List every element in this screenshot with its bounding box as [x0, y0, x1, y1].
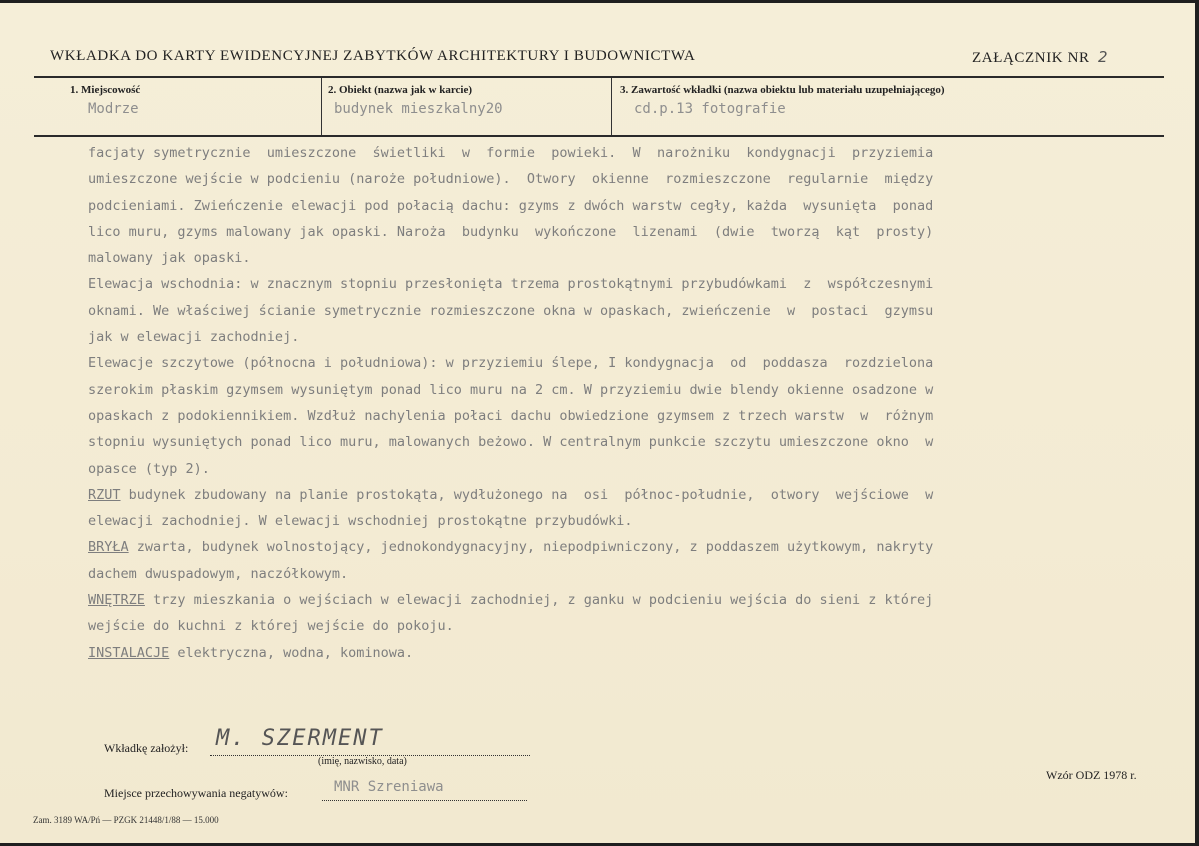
body-line: podcieniami. Zwieńczenie elewacji pod połacią dachu: gzyms z dwóch warstw cegły, każda wysunięta ponad: [88, 197, 934, 214]
founder-signature: M. SZERMENT: [216, 726, 384, 751]
field-label-location: 1. Miejscowość: [70, 84, 141, 96]
field-divider-1: [321, 78, 322, 135]
section-text: budynek zbudowany na planie prostokąta, wydłużonego na osi północ-południe, otwory wejściowe w: [120, 486, 934, 503]
body-line: facjaty symetrycznie umieszczone świetliki w formie powieki. W narożniku kondygnacji przyziemia: [88, 145, 934, 161]
section-text: elektryczna, wodna, kominowa.: [169, 644, 414, 661]
field-label-contents: 3. Zawartość wkładki (nazwa obiektu lub materiału uzupełniającego): [620, 84, 945, 96]
body-line: [88, 534, 1138, 560]
body-line: opaskach z podokiennikiem. Wzdłuż nachylenia połaci dachu obwiedzione gzymsem z trzech warstw w różnym: [88, 407, 934, 424]
section-heading: BRYŁA: [88, 539, 129, 556]
form-title: WKŁADKA DO KARTY EWIDENCYJNEJ ZABYTKÓW ARCHITEKTURY I BUDOWNICTWA: [50, 48, 696, 64]
scan-edge-right: [1195, 0, 1199, 846]
header-rule-top: [34, 76, 1164, 78]
section-text: zwarta, budynek wolnostojący, jednokondygnacyjny, niepodpiwniczony, z poddaszem użytkowym, nakryty: [128, 539, 934, 556]
body-line: Elewacja wschodnia: w znacznym stopniu przesłonięta trzema prostokątnymi przybudówkami z współczesnymi: [88, 276, 934, 293]
storage-value: MNR Szreniawa: [334, 779, 444, 795]
body-line: Elewacje szczytowe (północna i południowa): w przyziemiu ślepe, I kondygnacja od poddasza rozdzielona: [88, 355, 934, 372]
field-value-location: Modrze: [88, 101, 139, 117]
body-line: jak w elewacji zachodniej.: [88, 329, 300, 346]
body-line: malowany jak opaski.: [88, 250, 251, 267]
scan-edge-top: [0, 0, 1199, 3]
section-text: trzy mieszkania o wejściach w elewacji zachodniej, z ganku w podcieniu wejścia do sieni z której: [144, 592, 934, 609]
body-line: oknami. We właściwej ścianie symetrycznie rozmieszczone okna w opaskach, zwieńczenie w postaci gzymsu: [88, 302, 934, 319]
field-value-contents: cd.p.13 fotografie: [634, 101, 786, 117]
body-line: szerokim płaskim gzymsem wysuniętym ponad lico muru na 2 cm. W przyziemiu dwie blendy okienne osadzone w: [88, 381, 934, 398]
body-line: stopniu wysuniętych ponad lico muru, malowanych beżowo. W centralnym punkcie szczytu umieszczone okno w: [88, 434, 934, 451]
description-body: [88, 140, 1138, 666]
field-label-object: 2. Obiekt (nazwa jak w karcie): [328, 84, 473, 96]
body-line: lico muru, gzyms malowany jak opaski. Naroża budynku wykończone lizenami (dwie tworzą kąt prosty): [88, 223, 934, 240]
header-rule-bottom: [34, 135, 1164, 137]
section-heading: INSTALACJE: [88, 644, 170, 661]
body-line: opasce (typ 2).: [88, 460, 210, 477]
founder-hint: (imię, nazwisko, data): [318, 756, 407, 767]
section-heading: RZUT: [88, 486, 121, 503]
section-heading: WNĘTRZE: [88, 592, 145, 609]
body-line: [88, 640, 1138, 666]
annex-label: ZAŁĄCZNIK NR: [972, 50, 1090, 66]
founder-label: Wkładkę założył:: [104, 741, 189, 755]
body-line: wejście do kuchni z której wejście do pokoju.: [88, 618, 454, 635]
body-line: dachem dwuspadowym, naczółkowym.: [88, 565, 349, 582]
storage-dotted-line: [322, 800, 527, 801]
print-info: Zam. 3189 WA/Pń — PZGK 21448/1/88 — 15.000: [33, 815, 219, 825]
body-line: elewacji zachodniej. W elewacji wschodniej prostokątne przybudówki.: [88, 513, 633, 530]
body-line: umieszczone wejście w podcieniu (naroże południowe). Otwory okienne rozmieszczone regularnie między: [88, 171, 934, 188]
field-divider-2: [611, 78, 612, 135]
field-value-object: budynek mieszkalny20: [334, 101, 503, 117]
body-line: [88, 482, 1138, 508]
storage-label: Miejsce przechowywania negatywów:: [104, 786, 288, 800]
annex-label-group: [972, 48, 1108, 67]
annex-number: 2: [1097, 48, 1109, 66]
form-model: Wzór ODZ 1978 r.: [1046, 768, 1137, 782]
body-line: [88, 587, 1138, 613]
